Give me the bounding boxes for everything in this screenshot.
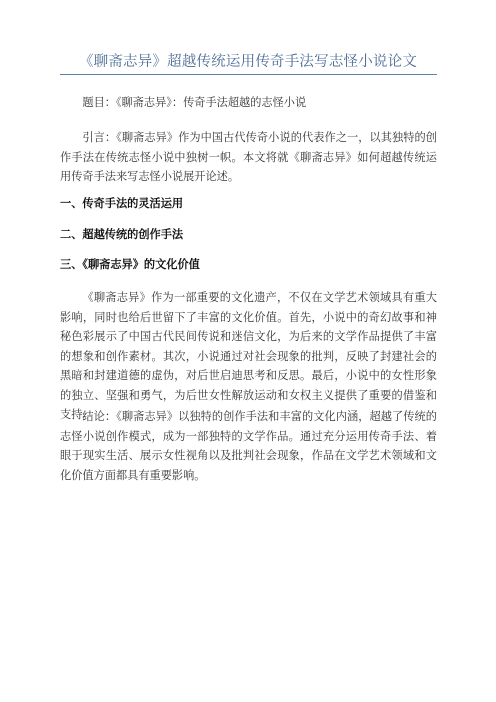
title-divider xyxy=(60,74,437,75)
body-paragraph: 《聊斋志异》作为一部重要的文化遗产，不仅在文学艺术领域具有重大影响，同时也给后世留下了丰富的文化价值。首先，小说中的奇幻故事和神秘色彩展示了中国古代民间传说和迷信文化，为后来的文学作品提供了丰富的想象和创作素材。其次，小说通过对社会现象的批判，反映了封建社会的黑暗和封建道德的虚伪，对后世启迪思考和反思。最后，小说中的女性形象的独立、坚强和勇气，为后世女性解放运动和女权主义提供了重要的借鉴和支持。 xyxy=(60,291,437,421)
intro-paragraph: 引言：《聊斋志异》作为中国古代传奇小说的代表作之一，以其独特的创作手法在传统志怪小说中独树一帜。本文将就《聊斋志异》如何超越传统运用传奇手法来写志怪小说展开论述。 xyxy=(60,131,437,183)
section-heading-1: 一、传奇手法的灵活运用 xyxy=(60,197,184,210)
section-heading-2: 二、超越传统的创作手法 xyxy=(60,228,184,241)
topic-paragraph: 题目：《聊斋志异》：传奇手法超越的志怪小说 xyxy=(82,96,307,109)
document-title: 《聊斋志异》超越传统运用传奇手法写志怪小说论文 xyxy=(78,54,418,70)
conclusion-paragraph: 结论：《聊斋志异》以独特的创作手法和丰富的文化内涵，超越了传统的志怪小说创作模式，成为一部独特的文学作品。通过充分运用传奇手法、着眼于现实生活、展示女性视角以及批判社会现象，作品在文学艺术领域和文化价值方面都具有重要影响。 xyxy=(60,410,437,482)
section-heading-3: 三、《聊斋志异》的文化价值 xyxy=(60,258,200,271)
